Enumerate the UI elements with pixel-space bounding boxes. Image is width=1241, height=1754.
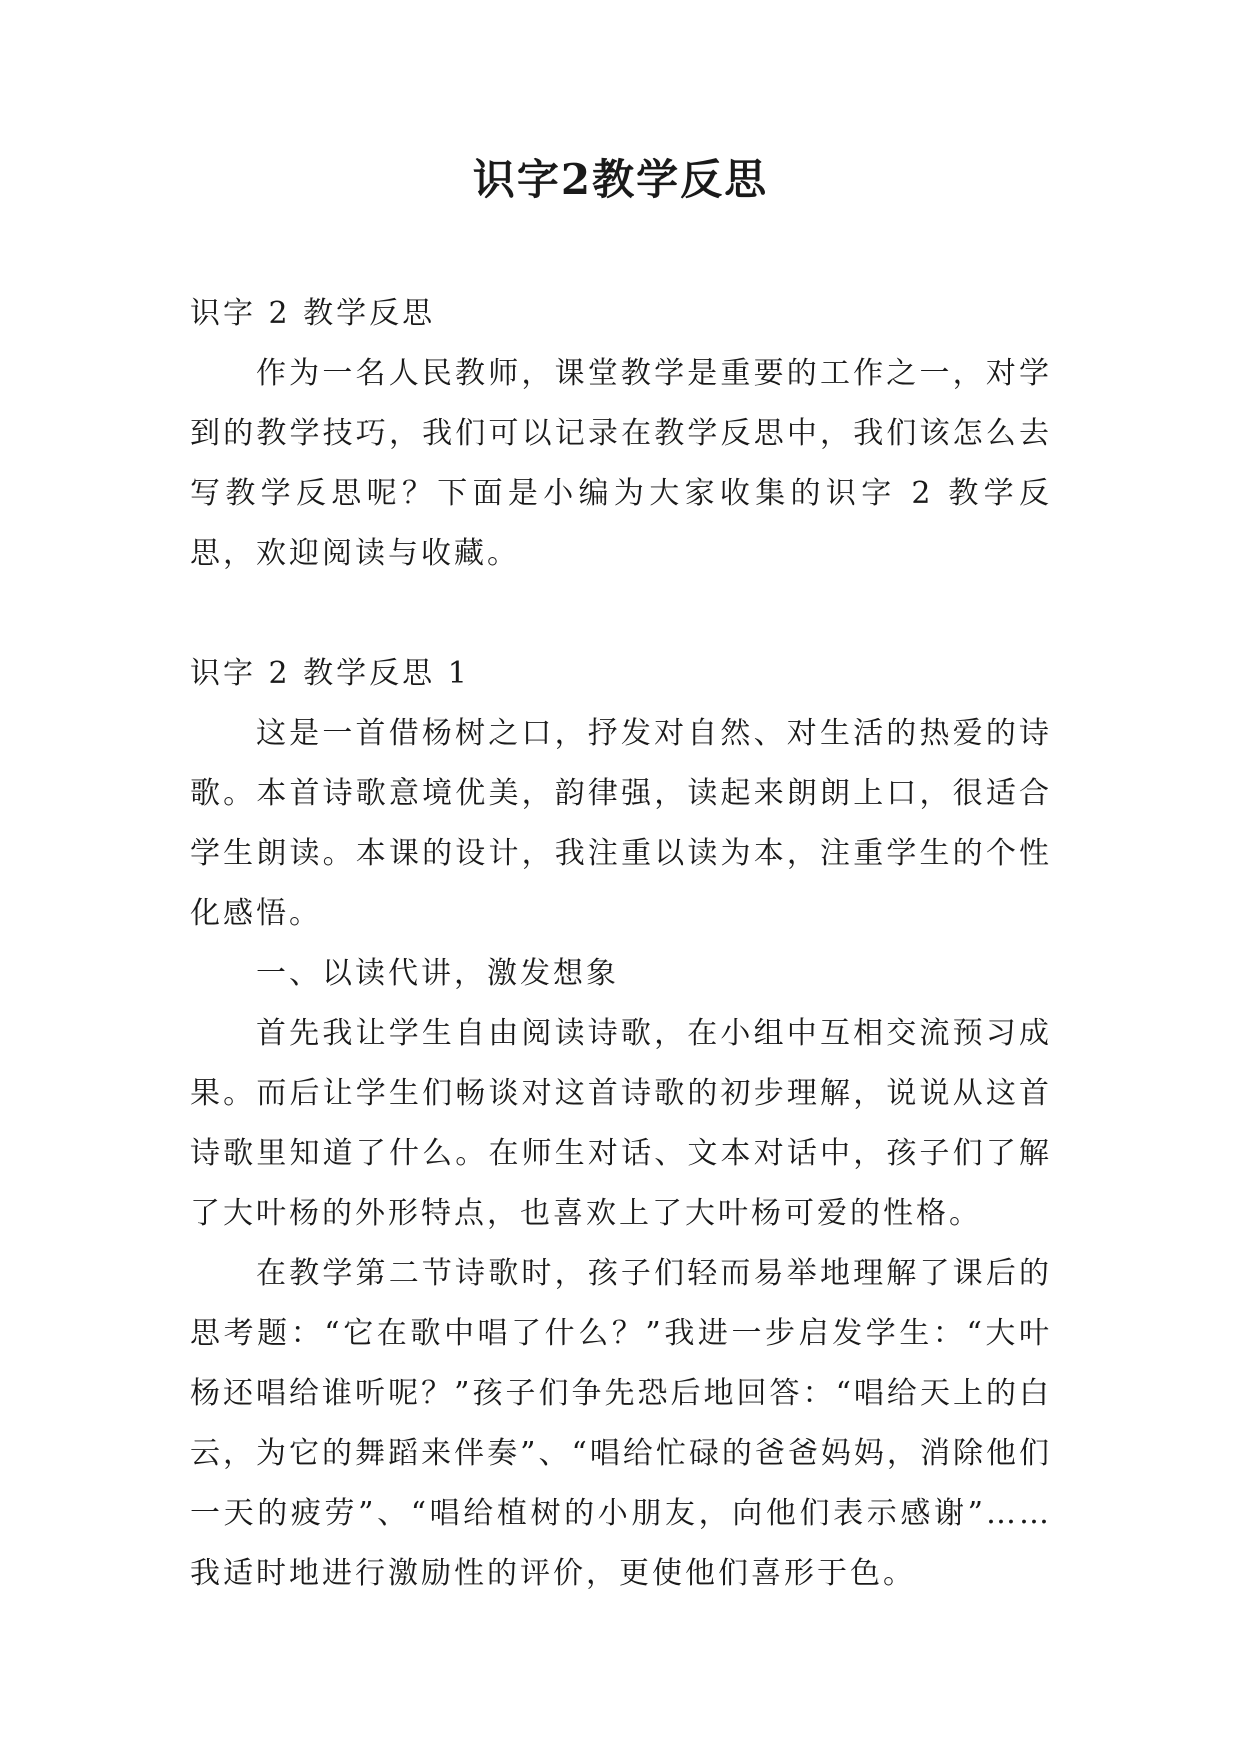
document-body [190, 284, 1052, 1604]
section-1-paragraph-1: 这是一首借杨树之口，抒发对自然、对生活的热爱的诗歌。本首诗歌意境优美，韵律强，读起来朗朗上口，很适合学生朗读。本课的设计，我注重以读为本，注重学生的个性化感悟。 [190, 716, 1052, 931]
section-spacer [190, 584, 1052, 644]
section-1-paragraph-3: 在教学第二节诗歌时，孩子们轻而易举地理解了课后的思考题：“它在歌中唱了什么？”我进一步启发学生：“大叶杨还唱给谁听呢？”孩子们争先恐后地回答：“唱给天上的白云，为它的舞蹈来伴奏”、“唱给忙碌的爸爸妈妈，消除他们一天的疲劳”、“唱给植树的小朋友，向他们表示感谢”……我适时地进行激励性的评价，更使他们喜形于色。 [190, 1256, 1052, 1591]
page-title: 识字2教学反思 [472, 155, 769, 204]
intro-heading: 识字 2 教学反思 [190, 296, 436, 331]
section-1-heading: 识字 2 教学反思 1 [190, 656, 470, 691]
section-1-paragraph-2: 首先我让学生自由阅读诗歌，在小组中互相交流预习成果。而后让学生们畅谈对这首诗歌的初步理解，说说从这首诗歌里知道了什么。在师生对话、文本对话中，孩子们了解了大叶杨的外形特点，也喜欢上了大叶杨可爱的性格。 [190, 1016, 1052, 1231]
section-1-subheading: 一、以读代讲，激发想象 [256, 956, 619, 991]
intro-paragraph: 作为一名人民教师，课堂教学是重要的工作之一，对学到的教学技巧，我们可以记录在教学反思中，我们该怎么去写教学反思呢？下面是小编为大家收集的识字 2 教学反思，欢迎阅读与收藏。 [190, 356, 1052, 571]
